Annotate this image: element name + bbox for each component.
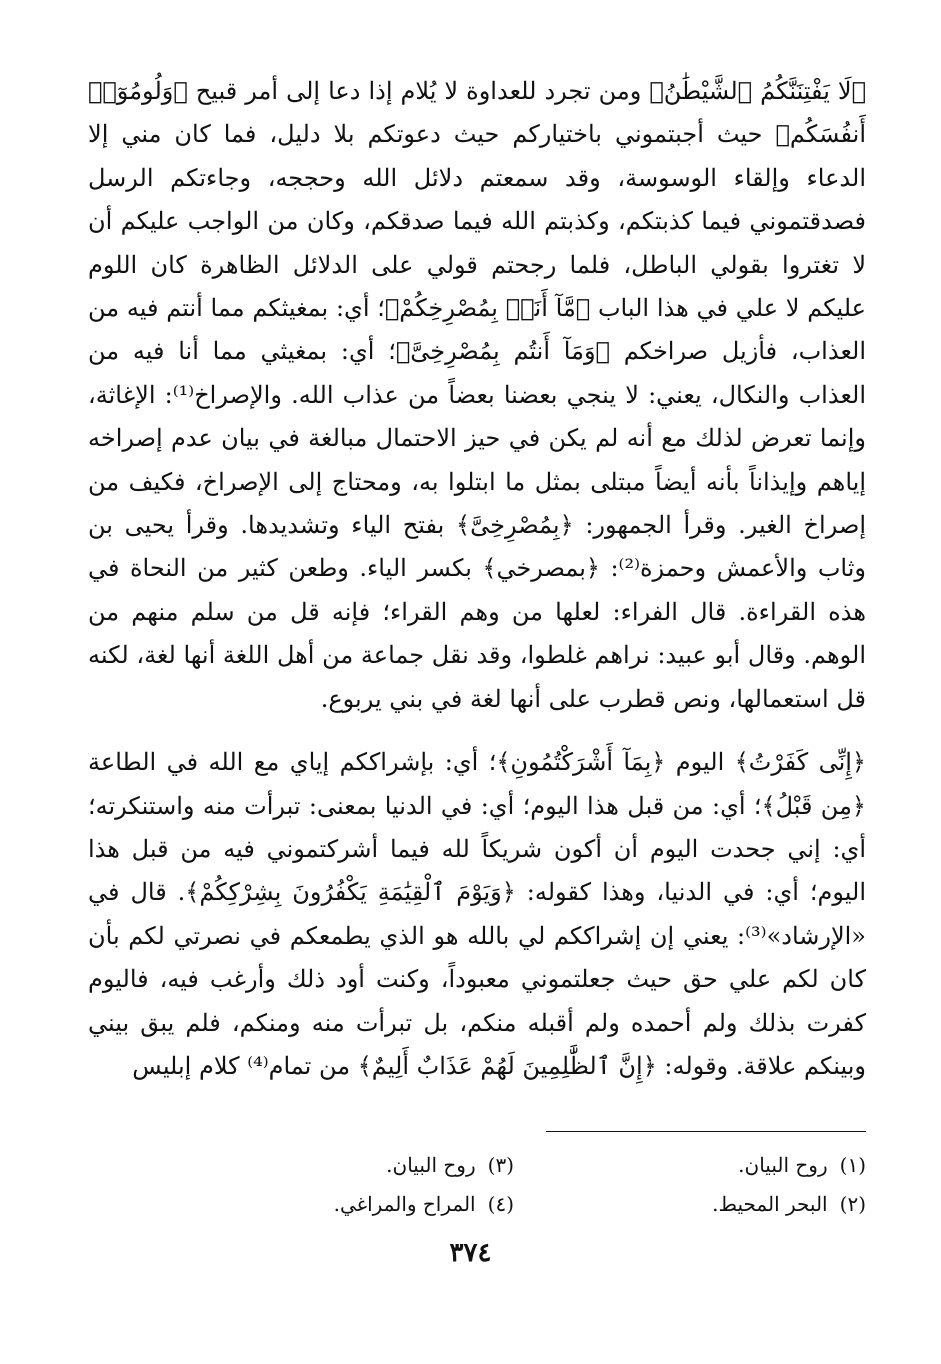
footnote-number: (٤) <box>487 1192 514 1216</box>
paragraph-1: ﴿لَا يَفْتِنَنَّكُمُ ٱلشَّيْطَٰنُ﴾ ومن تجرد للعداوة لا يُلام إذا دعا إلى أمر قبيح ﴿وَلُومُوٓا۟ أَنفُسَكُم﴾ حيث أجبتموني باختياركم حيث دعوتكم بلا دليل، فما كان مني إلا الدعاء وإلقاء الوسوسة، وقد سمعتم دلائل الله وحججه، وجاءتكم الرسل فصدقتموني فيما كذبتكم، وكذبتم الله فيما صدقكم، وكان من الواجب عليكم أن لا تغتروا بقولي الباطل، فلما رجحتم قولي على الدلائل الظاهرة كان اللوم عليكم لا علي في هذا الباب ﴿مَّآ أَنَا۠ بِمُصْرِخِكُمْ﴾؛ أي: بمغيثكم مما أنتم فيه من العذاب، فأزيل صراخكم ﴿وَمَآ أَنتُم بِمُصْرِخِىَّ﴾؛ أي: بمغيثي مما أنا فيه من العذاب والنكال، يعني: لا ينجي بعضنا بعضاً من عذاب الله. والإصراخ⁽¹⁾: الإغاثة، وإنما تعرض لذلك مع أنه لم يكن في حيز الاحتمال مبالغة في بيان عدم إصراخه إياهم وإيذاناً بأنه أيضاً مبتلى بمثل ما ابتلوا به، ومحتاج إلى الإصراخ، فكيف من إصراخ الغير. وقرأ الجمهور: ﴿بِمُصْرِخِىَّ﴾ بفتح الياء وتشديدها. وقرأ يحيى بن وثاب والأعمش وحمزة⁽²⁾: ﴿بمصرخي﴾ بكسر الياء. وطعن كثير من النحاة في هذه القراءة. قال الفراء: لعلها من وهم القراء؛ فإنه قل من سلم منهم من الوهم. وقال أبو عبيد: نراهم غلطوا، وقد نقل جماعة من أهل اللغة أنها لغة، لكنه قل استعمالها، ونص قطرب على أنها لغة في بني يربوع. <box>88 77 867 713</box>
footnote-text: روح البيان. <box>738 1153 828 1177</box>
footnote-1 <box>738 1150 866 1180</box>
footnote-number: (١) <box>839 1153 866 1177</box>
paragraph-2: ﴿إِنِّى كَفَرْتُ﴾ اليوم ﴿بِمَآ أَشْرَكْتُمُونِ﴾؛ أي: بإشراككم إياي مع الله في الطاعة ﴿مِن قَبْلُ﴾؛ أي: من قبل هذا اليوم؛ أي: في الدنيا بمعنى: تبرأت منه واستنكرته؛ أي: إني جحدت اليوم أن أكون شريكاً لله فيما أشركتموني فيه من قبل هذا اليوم؛ أي: في الدنيا، وهذا كقوله: ﴿وَيَوْمَ ٱلْقِيَٰمَةِ يَكْفُرُونَ بِشِرْكِكُمْ﴾. قال في «الإرشاد»⁽³⁾: يعني إن إشراككم لي بالله هو الذي يطمعكم في نصرتي لكم بأن كان لكم علي حق حيث جعلتموني معبوداً، وكنت أود ذلك وأرغب فيه، فاليوم كفرت بذلك ولم أحمده ولم أقبله منكم، بل تبرأت منه ومنكم، فلم يبق بيني وبينكم علاقة. وقوله: ﴿إِنَّ ٱلظَّٰلِمِينَ لَهُمْ عَذَابٌ أَلِيمٌ﴾ من تمام⁽⁴⁾ كلام إبليس <box>88 748 867 1080</box>
footnote-text: البحر المحيط. <box>712 1192 828 1216</box>
page-number: ٣٧٤ <box>449 1238 492 1268</box>
footnote-number: (٣) <box>487 1153 514 1177</box>
footnote-text: روح البيان. <box>386 1153 476 1177</box>
footnote-text: المراح والمراغي. <box>333 1192 476 1216</box>
footnote-separator <box>546 1131 866 1132</box>
footnote-2 <box>712 1189 866 1219</box>
footnote-number: (٢) <box>839 1192 866 1216</box>
footnote-4 <box>334 1189 514 1219</box>
main-text <box>88 70 866 1088</box>
footnote-3 <box>386 1150 514 1180</box>
